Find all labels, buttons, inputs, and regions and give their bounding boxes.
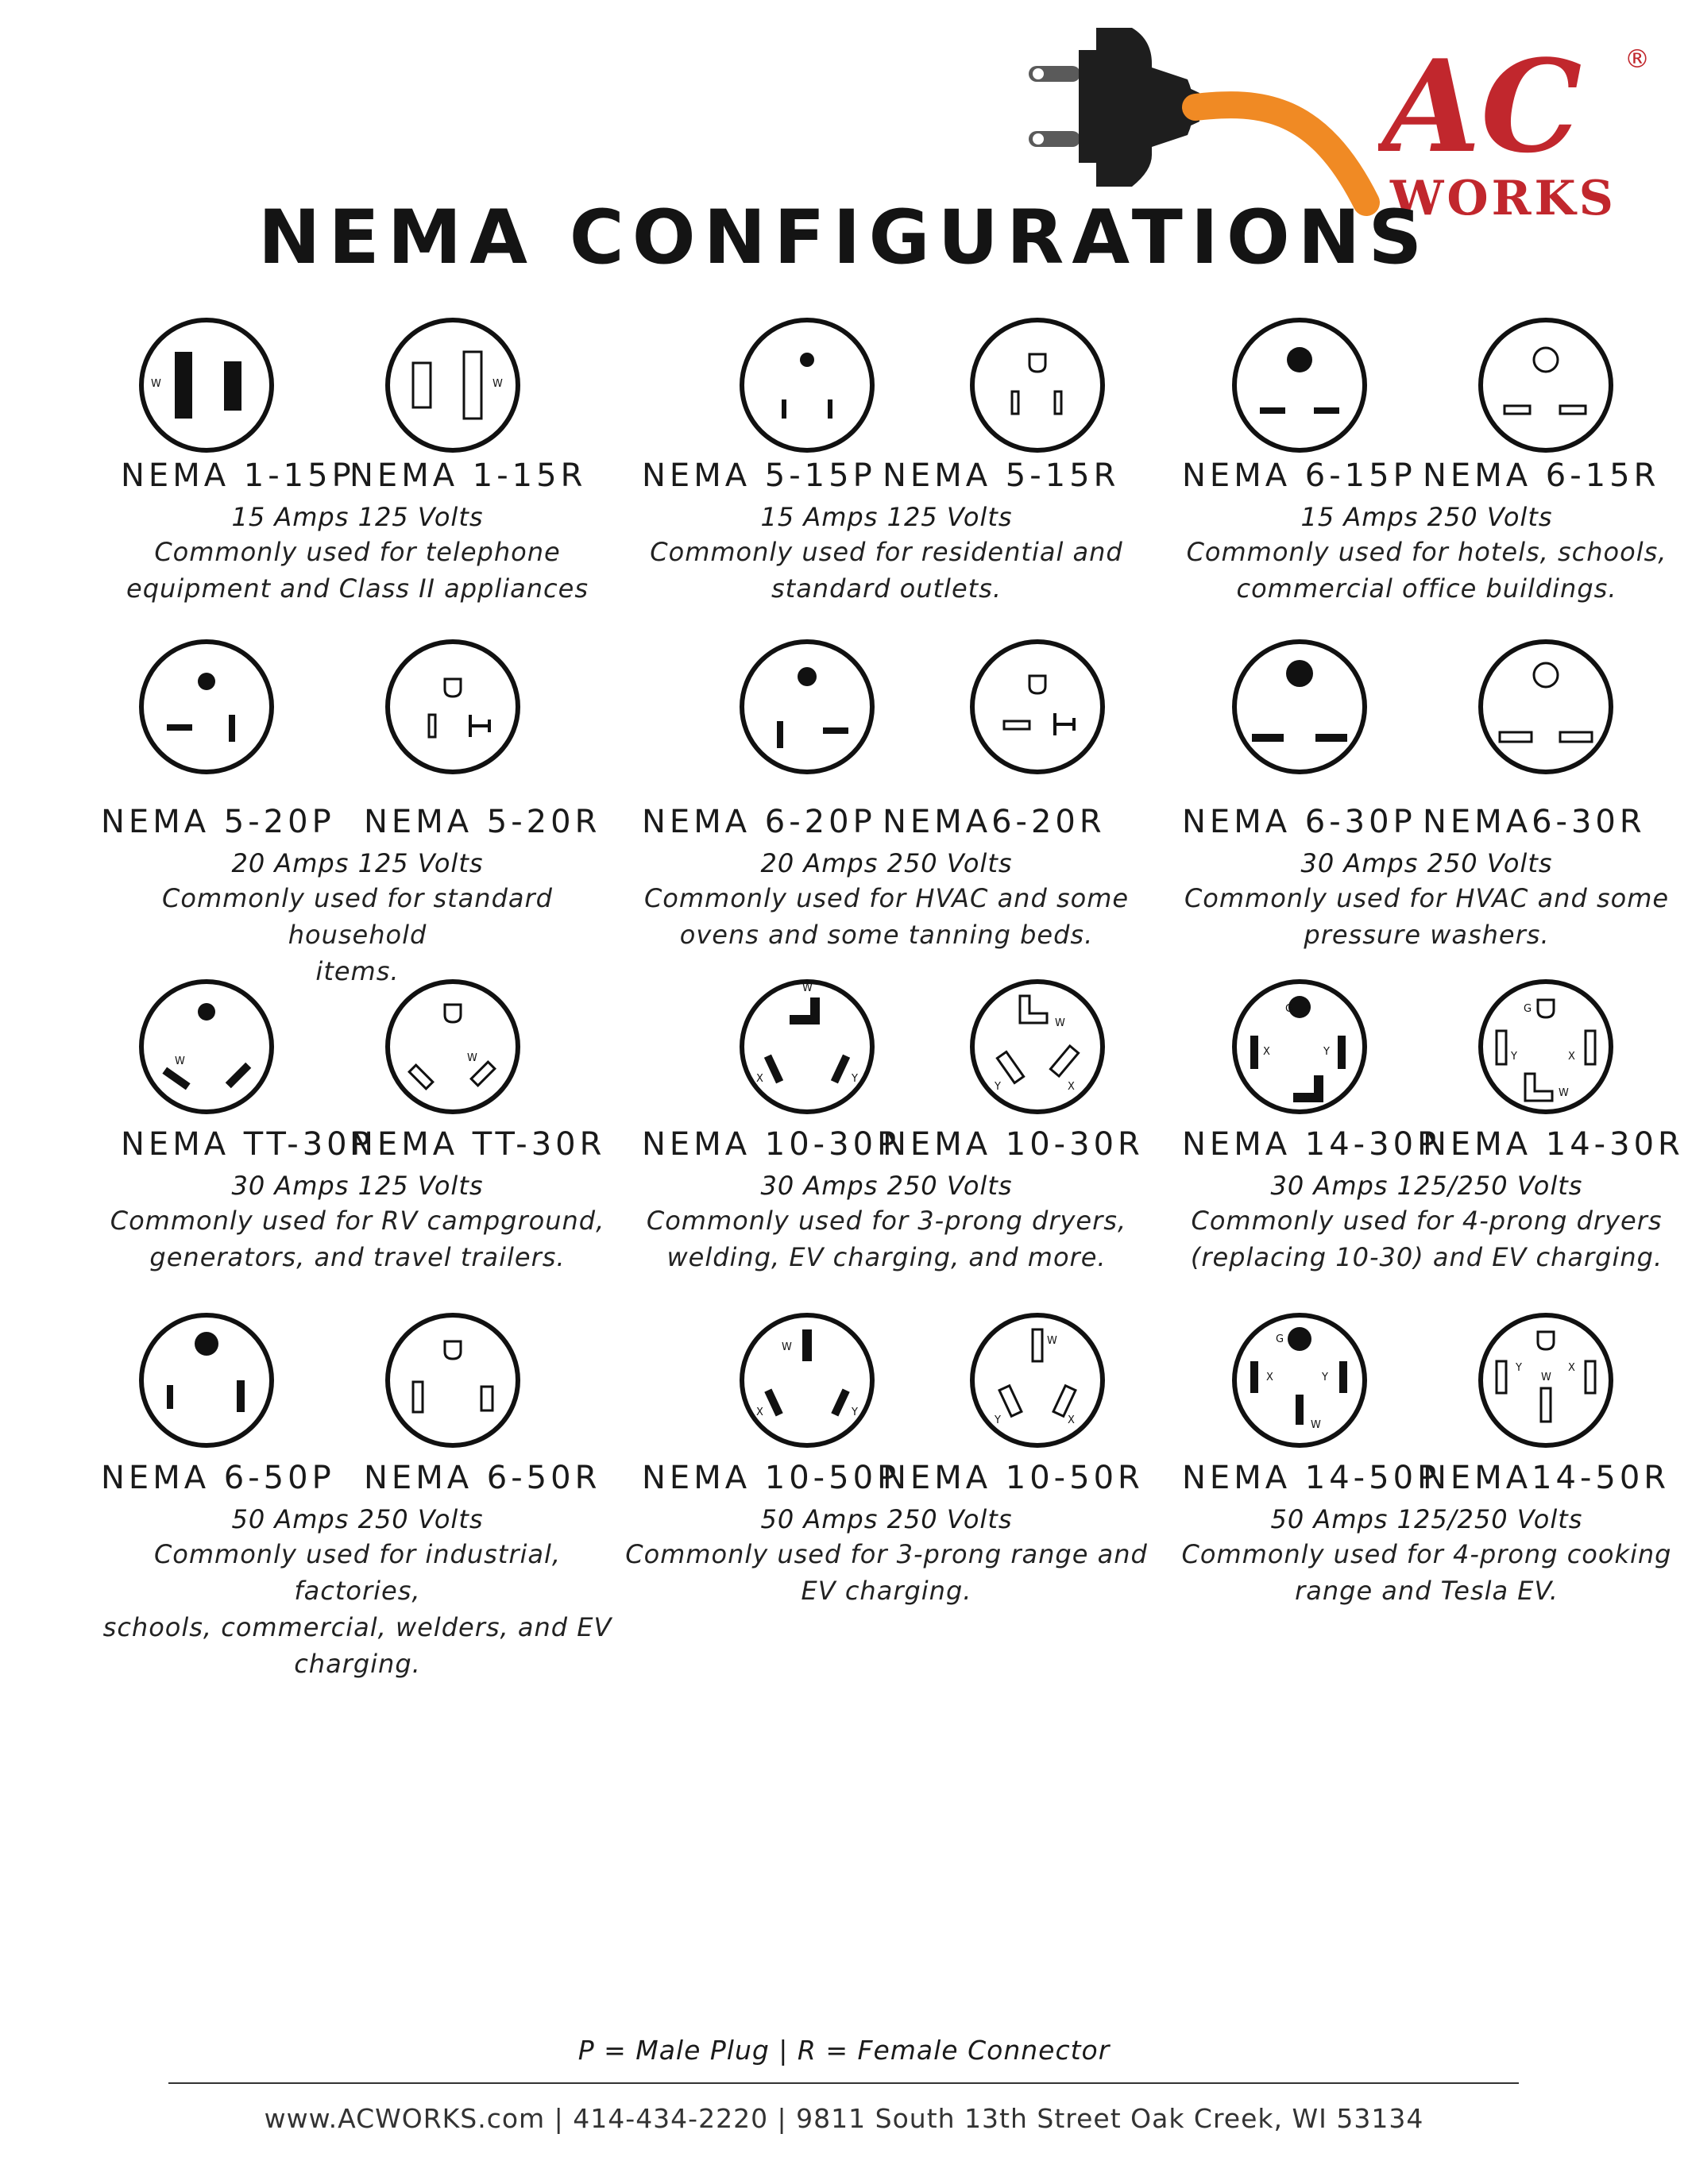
rating-text: 50 Amps 250 Volts <box>760 1504 1013 1534</box>
description-line: Commonly used for RV campground, <box>110 1206 605 1236</box>
registered-mark: ® <box>1624 44 1650 74</box>
nema-1-15p-icon <box>135 314 278 457</box>
plug-label: NEMA 10-30P <box>642 1126 901 1163</box>
rating-text: 30 Amps 125 Volts <box>231 1171 484 1201</box>
rating-text: 15 Amps 250 Volts <box>1300 502 1553 532</box>
description-line: commercial office buildings. <box>1236 573 1617 604</box>
svg-text:Y: Y <box>1322 1372 1328 1383</box>
receptacle-label: NEMA 6-15R <box>1423 457 1660 494</box>
description <box>1165 1536 1688 1609</box>
receptacle-label: NEMA 5-15R <box>883 457 1120 494</box>
svg-text:W: W <box>175 1055 185 1067</box>
receptacle-label: NEMA6-20R <box>883 804 1106 840</box>
nema-10-50r-icon <box>966 1309 1109 1452</box>
description <box>624 1202 1149 1275</box>
svg-text:Y: Y <box>995 1081 1001 1093</box>
rating-text: 30 Amps 125/250 Volts <box>1270 1171 1583 1201</box>
description <box>95 534 620 607</box>
plug-label: NEMA TT-30P <box>121 1126 374 1163</box>
svg-text:G: G <box>1276 1333 1284 1345</box>
legend-text: P = Male Plug | R = Female Connector <box>577 2035 1111 2066</box>
plug-label: NEMA 14-30P <box>1182 1126 1441 1163</box>
receptacle-label: NEMA 10-50R <box>883 1460 1144 1496</box>
svg-text:W: W <box>1303 1092 1313 1104</box>
svg-text:W: W <box>782 1341 792 1353</box>
description <box>1165 534 1688 607</box>
svg-text:Y: Y <box>852 1073 858 1085</box>
description-line: welding, EV charging, and more. <box>666 1242 1107 1272</box>
description-line: equipment and Class II appliances <box>126 573 589 604</box>
svg-text:X: X <box>1263 1046 1270 1058</box>
receptacle-label: NEMA 6-50R <box>364 1460 601 1496</box>
description <box>624 1536 1149 1609</box>
nema-6-30p-icon <box>1228 635 1371 778</box>
nema-tt-30r-icon <box>381 975 524 1118</box>
description <box>95 1202 620 1275</box>
description <box>1165 880 1688 953</box>
svg-text:W: W <box>1559 1087 1569 1099</box>
page-title: NEMA CONFIGURATIONS <box>257 195 1431 281</box>
nema-tt-30p-icon <box>135 975 278 1118</box>
description-line: Commonly used for HVAC and some <box>643 883 1130 913</box>
nema-6-15p-icon <box>1228 314 1371 457</box>
svg-text:W: W <box>492 378 503 390</box>
rating-text: 50 Amps 250 Volts <box>231 1504 484 1534</box>
plug-label: NEMA 6-20P <box>642 804 876 840</box>
rating-text: 20 Amps 125 Volts <box>231 848 484 878</box>
nema-10-30p-icon <box>736 975 879 1118</box>
nema-6-30r-icon <box>1474 635 1617 778</box>
rating-text: 30 Amps 250 Volts <box>1300 848 1553 878</box>
description <box>624 534 1149 607</box>
svg-text:G: G <box>1285 1003 1294 1015</box>
description-line: range and Tesla EV. <box>1295 1576 1559 1606</box>
rating-text: 30 Amps 250 Volts <box>760 1171 1013 1201</box>
description-line: Commonly used for 3-prong range and <box>625 1539 1148 1569</box>
description <box>1165 1202 1688 1275</box>
svg-text:Y: Y <box>1511 1051 1517 1063</box>
plug-label: NEMA 6-50P <box>101 1460 335 1496</box>
svg-text:X: X <box>756 1073 763 1085</box>
svg-text:Y: Y <box>1323 1046 1330 1058</box>
plug-label: NEMA 1-15P <box>121 457 355 494</box>
nema-6-20r-icon <box>966 635 1109 778</box>
description-line: schools, commercial, welders, and EV <box>102 1612 612 1642</box>
description-line: EV charging. <box>801 1576 972 1606</box>
rating-text: 15 Amps 125 Volts <box>231 502 484 532</box>
svg-text:W: W <box>467 1052 477 1064</box>
receptacle-label: NEMA 10-30R <box>883 1126 1144 1163</box>
nema-1-15r-icon <box>381 314 524 457</box>
receptacle-label: NEMA14-50R <box>1423 1460 1671 1496</box>
nema-14-50p-icon <box>1228 1309 1371 1452</box>
description-line: Commonly used for 4-prong cooking <box>1181 1539 1672 1569</box>
plug-label: NEMA 6-15P <box>1182 457 1416 494</box>
nema-10-50p-icon <box>736 1309 879 1452</box>
plug-label: NEMA 5-20P <box>101 804 335 840</box>
svg-text:X: X <box>1568 1362 1575 1374</box>
description-line: Commonly used for residential and <box>650 537 1123 567</box>
plug-label: NEMA 6-30P <box>1182 804 1416 840</box>
description-line: Commonly used for HVAC and some <box>1184 883 1670 913</box>
nema-5-20r-icon <box>381 635 524 778</box>
plug-label: NEMA 14-50P <box>1182 1460 1441 1496</box>
svg-text:Y: Y <box>852 1406 858 1418</box>
nema-6-20p-icon <box>736 635 879 778</box>
nema-6-50r-icon <box>381 1309 524 1452</box>
description-line: Commonly used for telephone <box>154 537 561 567</box>
svg-text:Y: Y <box>995 1414 1001 1426</box>
svg-text:X: X <box>1068 1081 1075 1093</box>
description-line: pressure washers. <box>1304 920 1550 950</box>
svg-text:X: X <box>1266 1372 1273 1383</box>
svg-text:W: W <box>1055 1017 1065 1029</box>
rating-text: 20 Amps 250 Volts <box>760 848 1013 878</box>
receptacle-label: NEMA 5-20R <box>364 804 601 840</box>
plug-label: NEMA 5-15P <box>642 457 876 494</box>
description-line: Commonly used for 3-prong dryers, <box>646 1206 1127 1236</box>
plug-label: NEMA 10-50P <box>642 1460 901 1496</box>
receptacle-label: NEMA 14-30R <box>1423 1126 1684 1163</box>
nema-6-50p-icon <box>135 1309 278 1452</box>
nema-6-15r-icon <box>1474 314 1617 457</box>
receptacle-label: NEMA6-30R <box>1423 804 1646 840</box>
description-line: Commonly used for standard household <box>162 883 553 950</box>
svg-text:Y: Y <box>1516 1362 1522 1374</box>
receptacle-label: NEMA 1-15R <box>350 457 587 494</box>
svg-text:X: X <box>1068 1414 1075 1426</box>
logo-works-text: WORKS <box>1390 171 1617 226</box>
description-line: (replacing 10-30) and EV charging. <box>1190 1242 1663 1272</box>
description-line: ovens and some tanning beds. <box>679 920 1094 950</box>
description-line: Commonly used for industrial, factories, <box>153 1539 562 1606</box>
nema-14-50r-icon <box>1474 1309 1617 1452</box>
description-line: charging. <box>294 1649 421 1679</box>
svg-text:X: X <box>1568 1051 1575 1063</box>
description-line: standard outlets. <box>771 573 1002 604</box>
svg-text:X: X <box>756 1406 763 1418</box>
description-line: items. <box>315 956 400 986</box>
nema-14-30r-icon <box>1474 975 1617 1118</box>
svg-text:W: W <box>1541 1372 1551 1383</box>
description <box>624 880 1149 953</box>
nema-5-15p-icon <box>736 314 879 457</box>
description <box>95 1536 620 1682</box>
svg-text:W: W <box>1311 1419 1321 1431</box>
footer-divider <box>168 2082 1519 2084</box>
rating-text: 50 Amps 125/250 Volts <box>1270 1504 1583 1534</box>
footer-contact: www.ACWORKS.com | 414-434-2220 | 9811 South 13th Street Oak Creek, WI 53134 <box>264 2103 1424 2134</box>
receptacle-label: NEMA TT-30R <box>350 1126 606 1163</box>
svg-text:W: W <box>802 982 813 994</box>
description <box>95 880 620 990</box>
description-line: Commonly used for 4-prong dryers <box>1191 1206 1663 1236</box>
description-line: Commonly used for hotels, schools, <box>1186 537 1667 567</box>
nema-10-30r-icon <box>966 975 1109 1118</box>
svg-text:G: G <box>1524 1003 1532 1015</box>
nema-14-30p-icon <box>1228 975 1371 1118</box>
rating-text: 15 Amps 125 Volts <box>760 502 1013 532</box>
svg-text:W: W <box>151 378 161 390</box>
svg-text:W: W <box>1047 1335 1057 1347</box>
nema-5-20p-icon <box>135 635 278 778</box>
description-line: generators, and travel trailers. <box>149 1242 566 1272</box>
nema-5-15r-icon <box>966 314 1109 457</box>
logo-ac-text: AC <box>1382 44 1582 181</box>
